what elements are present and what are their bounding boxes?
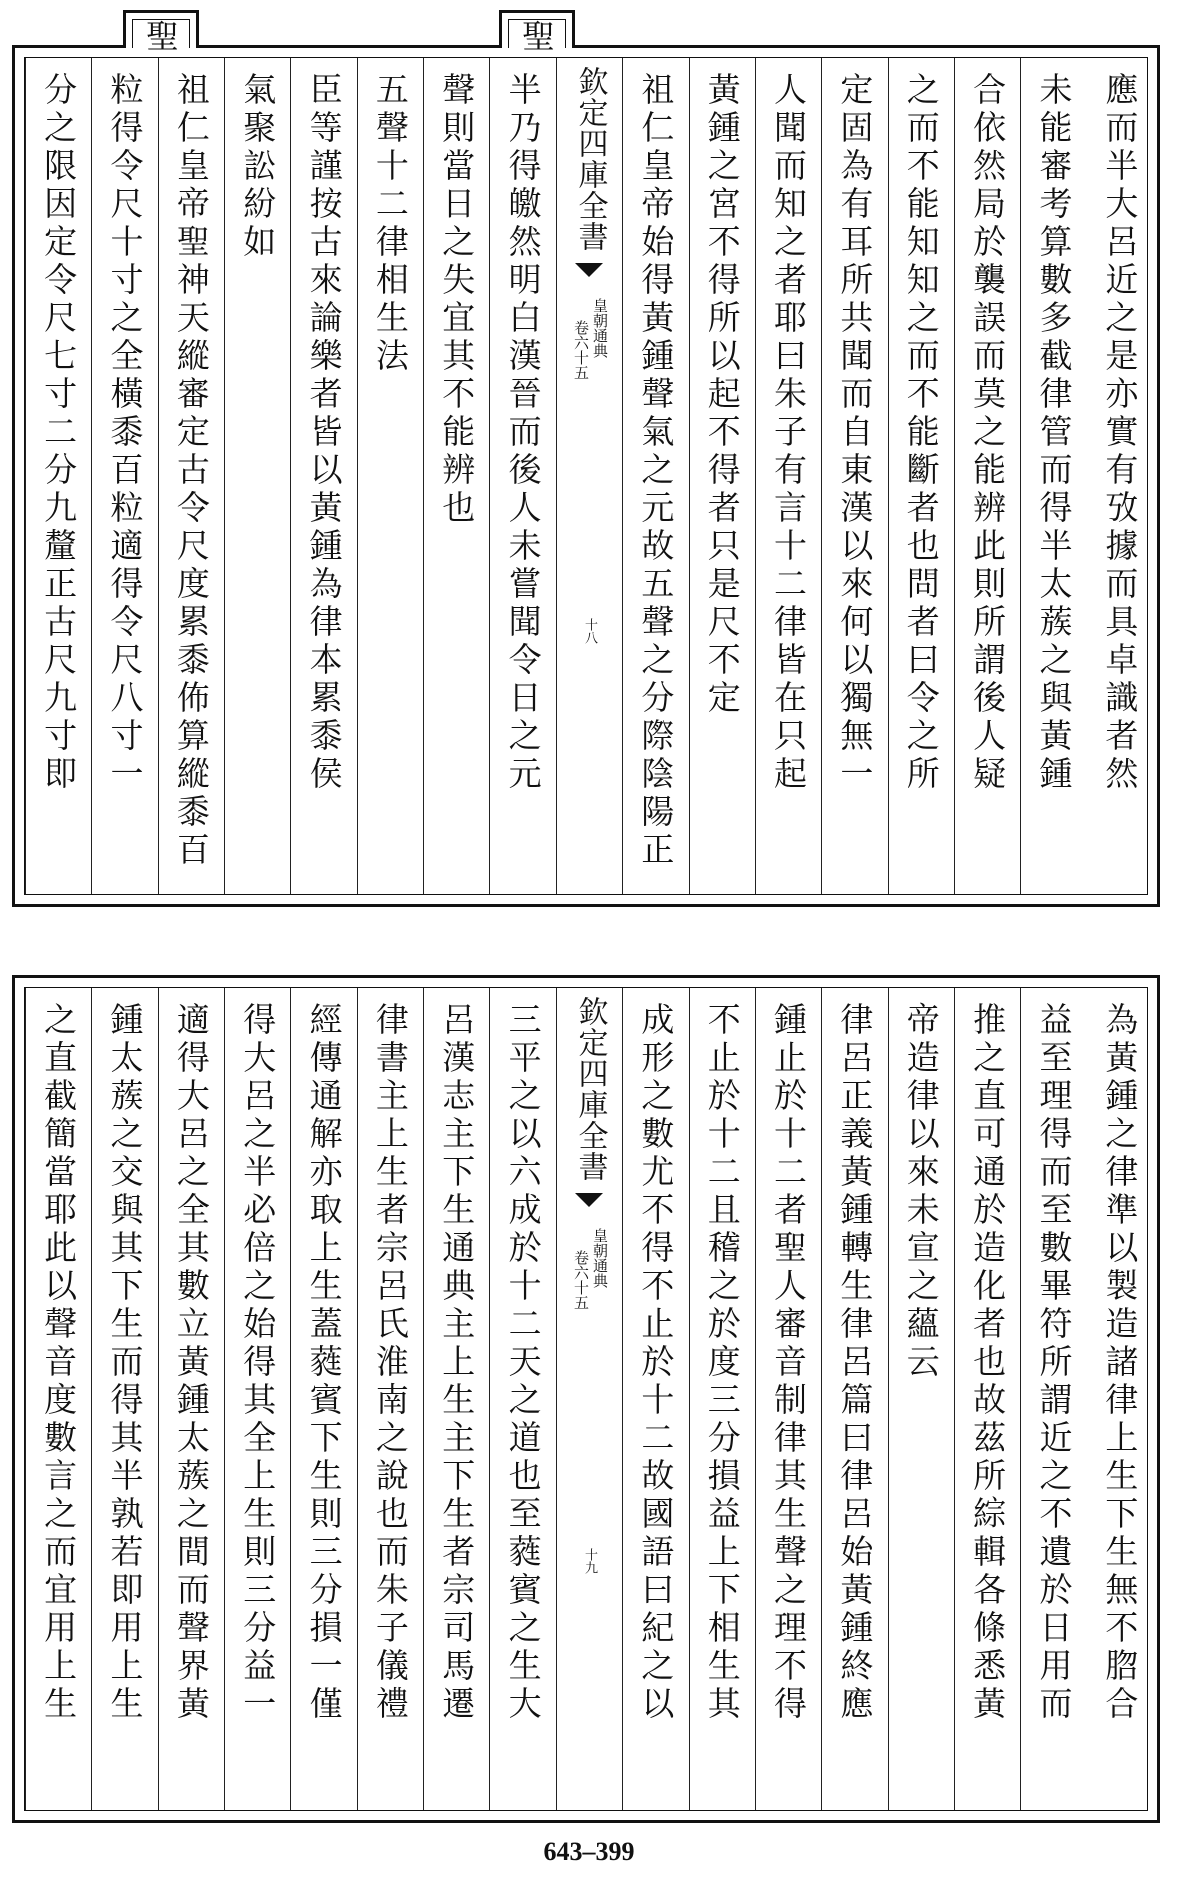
top-text-column (622, 58, 688, 894)
bottom-column-text: 益至理得而至數畢符所謂近之不遺於日用而 (1034, 1002, 1074, 1724)
bottom-column-text: 三平之以六成於十二天之道也至蕤賓之生大 (503, 1002, 543, 1724)
bottom-text-column (357, 988, 423, 1810)
top-column-text: 五聲十二律相生法 (370, 72, 410, 376)
top-text-column (1087, 58, 1153, 894)
bottom-page (12, 975, 1160, 1823)
bottom-text-column (290, 988, 356, 1810)
top-column-text: 未能審考算數多截律管而得半太蔟之與黃鍾 (1034, 72, 1074, 794)
bottom-column-text: 為黃鍾之律準以製造諸律上生下生無不脗合 (1100, 1002, 1140, 1724)
top-text-column (689, 58, 755, 894)
top-text-column (1020, 58, 1086, 894)
top-column-text: 分之限因定令尺七寸二分九釐正古尺九寸即 (39, 72, 79, 794)
bottom-text-column (489, 988, 555, 1810)
top-section-volume: 卷六十五 (571, 320, 590, 380)
bottom-section-volume: 卷六十五 (571, 1250, 590, 1310)
top-column-text: 臣等謹按古來論樂者皆以黃鍾為律本累黍侯 (304, 72, 344, 794)
bottom-text-column (954, 988, 1020, 1810)
bottom-column-text: 適得大呂之全其數立黃鍾太蔟之間而聲界黃 (171, 1002, 211, 1724)
bottom-text-column (423, 988, 489, 1810)
top-text-column (158, 58, 224, 894)
top-column-text: 半乃得皦然明白漢晉而後人未嘗聞令日之元 (503, 72, 543, 794)
top-page (12, 19, 1160, 907)
top-column-text: 黃鍾之宮不得所以起不得者只是尺不定 (702, 72, 742, 718)
top-text-column (954, 58, 1020, 894)
top-column-text: 粒得令尺十寸之全橫黍百粒適得令尺八寸一 (105, 72, 145, 794)
top-header-tab-right-char: 聖 (517, 19, 556, 57)
bottom-text-column (1087, 988, 1153, 1810)
top-column-text: 祖仁皇帝始得黃鍾聲氣之元故五聲之分際陰陽正 (636, 72, 676, 870)
top-text-column (489, 58, 555, 894)
bottom-text-column (689, 988, 755, 1810)
bottom-column-text: 律呂正義黃鍾轉生律呂篇曰律呂始黃鍾終應 (835, 1002, 875, 1724)
page-footer-number: 643–399 (543, 1837, 635, 1866)
bottom-text-column (224, 988, 290, 1810)
bottom-page-number: 十九 (581, 1548, 597, 1574)
top-column-text: 之而不能知知之而不能斷者也問者曰令之所 (901, 72, 941, 794)
top-text-column (888, 58, 954, 894)
top-section-title: 皇朝通典 (590, 298, 609, 358)
bottom-column-text: 帝造律以來未宣之蘊云 (901, 1002, 941, 1382)
top-column-text: 應而半大呂近之是亦實有攷據而具卓識者然 (1100, 72, 1140, 794)
top-header-tab-left (123, 10, 199, 57)
bottom-text-column (821, 988, 887, 1810)
bottom-column-text: 推之直可通於造化者也故茲所綜輯各條悉黃 (968, 1002, 1008, 1724)
top-column-text: 定固為有耳所共聞而自東漢以來何以獨無一 (835, 72, 875, 794)
bottom-book-title: 欽定四庫全書 (572, 996, 608, 1182)
bottom-text-column (1020, 988, 1086, 1810)
bottom-column-text: 成形之數尤不得不止於十二故國語曰紀之以 (636, 1002, 676, 1724)
top-text-column (755, 58, 821, 894)
top-text-column (290, 58, 356, 894)
bottom-column-text: 鍾太蔟之交與其下生而得其半孰若即用上生 (105, 1002, 145, 1724)
top-text-column (224, 58, 290, 894)
bottom-heading-block (556, 988, 622, 1810)
bottom-column-text: 呂漢志主下生通典主上生主下生者宗司馬遷 (437, 1002, 477, 1724)
bottom-text-column (25, 988, 91, 1810)
top-text-frame (24, 57, 1148, 895)
bottom-text-column (158, 988, 224, 1810)
top-heading-block (556, 58, 622, 894)
bottom-text-frame (24, 987, 1148, 1811)
bottom-column-text: 律書主上生者宗呂氏淮南之說也而朱子儀禮 (370, 1002, 410, 1724)
bottom-column-text: 得大呂之半必倍之始得其全上生則三分益一 (238, 1002, 278, 1724)
bottom-text-column (888, 988, 954, 1810)
top-column-text: 人聞而知之者耶曰朱子有言十二律皆在只起 (769, 72, 809, 794)
fishtail-mark-icon (575, 1193, 603, 1207)
bottom-text-column (91, 988, 157, 1810)
bottom-text-column (755, 988, 821, 1810)
top-text-column (357, 58, 423, 894)
top-book-title: 欽定四庫全書 (572, 66, 608, 252)
bottom-column-text: 不止於十二且稽之於度三分損益上下相生其 (702, 1002, 742, 1724)
top-text-column (821, 58, 887, 894)
bottom-section-title: 皇朝通典 (590, 1228, 609, 1288)
top-text-column (25, 58, 91, 894)
top-column-text: 合依然局於襲誤而莫之能辨此則所謂後人疑 (968, 72, 1008, 794)
top-text-column (423, 58, 489, 894)
bottom-text-column (622, 988, 688, 1810)
bottom-column-text: 經傳通解亦取上生蓋蕤賓下生則三分損一僅 (304, 1002, 344, 1724)
top-column-text: 聲則當日之失宜其不能辨也 (437, 72, 477, 528)
top-text-column (91, 58, 157, 894)
bottom-column-text: 之直截簡當耶此以聲音度數言之而宜用上生 (39, 1002, 79, 1724)
top-header-tab-right (499, 10, 575, 57)
top-header-tab-left-char: 聖 (141, 19, 180, 57)
top-column-text: 祖仁皇帝聖神天縱審定古令尺度累黍佈算縱黍百 (171, 72, 211, 870)
fishtail-mark-icon (575, 263, 603, 277)
top-page-number: 十八 (581, 618, 597, 644)
top-column-text: 氣聚訟紛如 (238, 72, 278, 262)
bottom-column-text: 鍾止於十二者聖人審音制律其生聲之理不得 (769, 1002, 809, 1724)
